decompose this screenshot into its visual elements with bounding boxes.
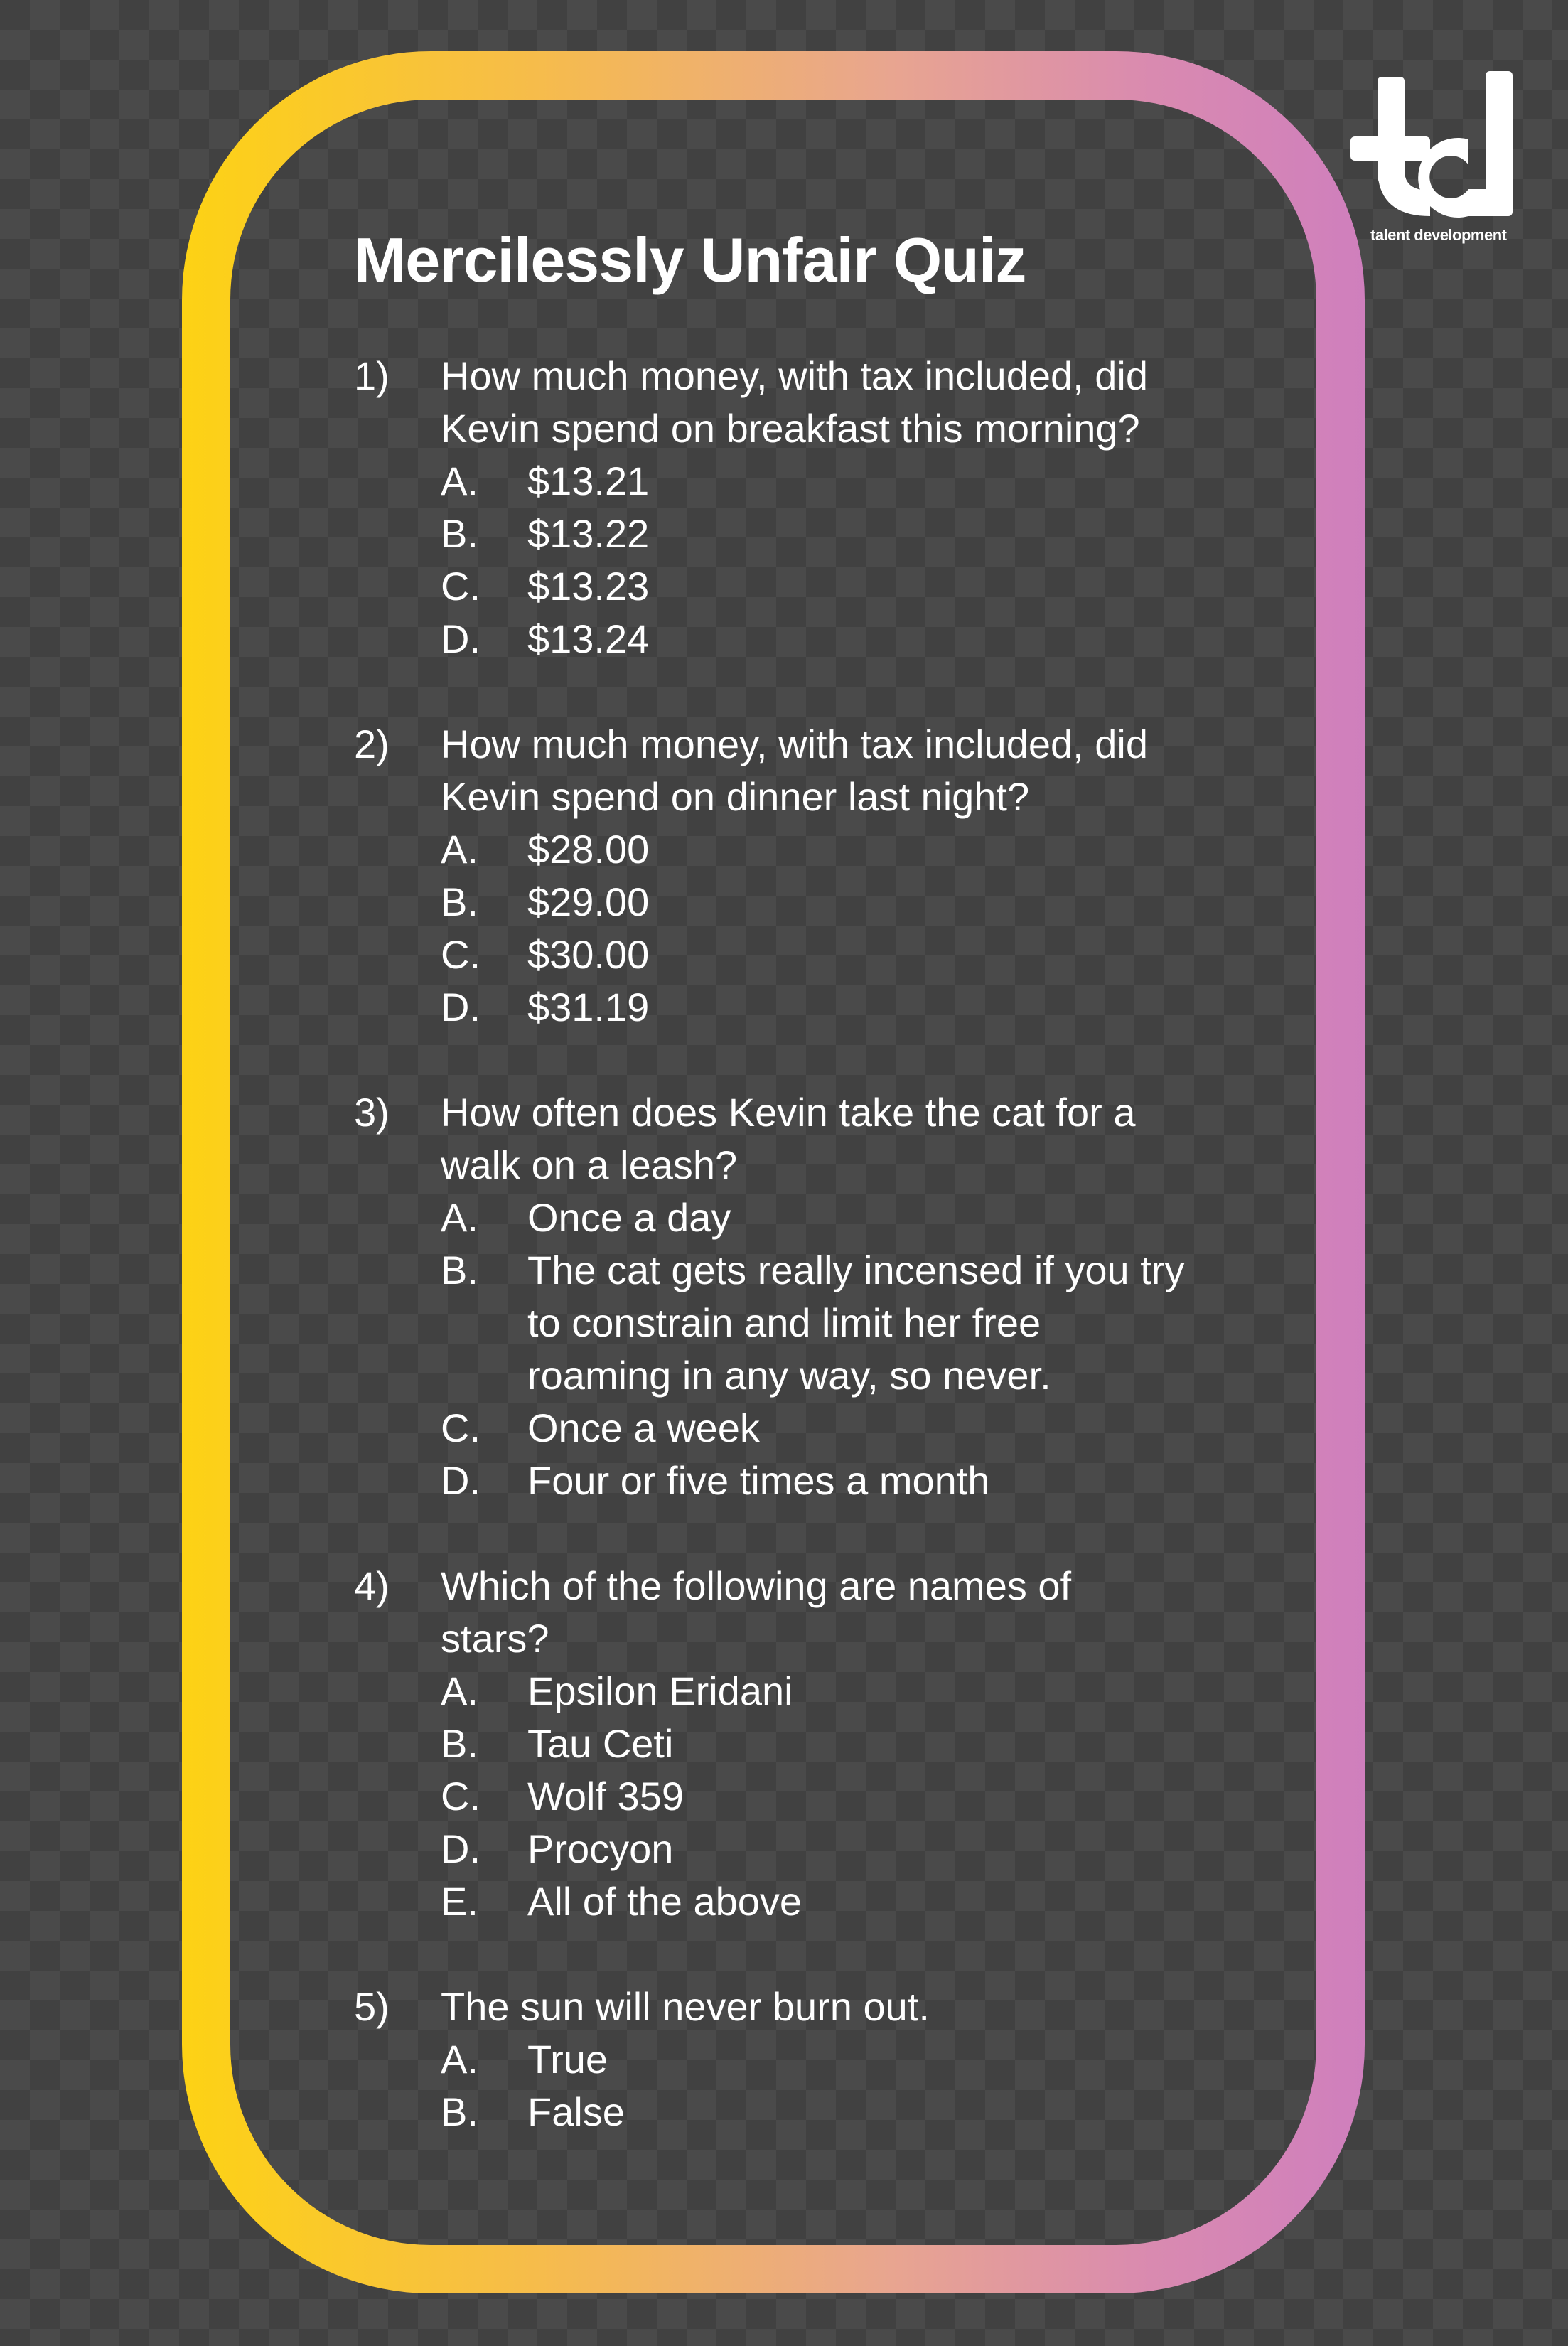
option-letter: C. [441, 564, 480, 609]
option-letter: A. [441, 1669, 478, 1713]
option-text: Four or five times a month [527, 1458, 990, 1503]
question-item [354, 350, 1228, 665]
option-letter: E. [441, 1879, 478, 1924]
logo-caption: talent development [1370, 226, 1507, 244]
option-letter: A. [441, 2037, 478, 2082]
option-letter: B. [441, 1721, 478, 1766]
answer-option [441, 1455, 1228, 1507]
option-letter: C. [441, 932, 480, 977]
answer-option [441, 1665, 1228, 1718]
answer-options [441, 1665, 1228, 1928]
question-item [354, 1560, 1228, 1928]
answer-option [441, 1770, 1228, 1823]
option-text: $13.23 [527, 564, 650, 609]
option-text: $13.21 [527, 459, 650, 503]
option-text: Once a week [527, 1405, 760, 1450]
option-text: The cat gets really incensed if you try to constrain and limit her free roaming in any way, so never. [527, 1248, 1185, 1398]
answer-option [441, 981, 1228, 1034]
question-row [354, 718, 1228, 823]
answer-option [441, 560, 1228, 613]
option-letter: A. [441, 459, 478, 503]
answer-options [441, 823, 1228, 1034]
question-text: How much money, with tax included, did Kevin spend on dinner last night? [441, 722, 1148, 819]
answer-option [441, 1823, 1228, 1875]
question-text: The sun will never burn out. [441, 1984, 930, 2029]
question-text: How much money, with tax included, did Kevin spend on breakfast this morning? [441, 353, 1148, 451]
question-row [354, 1981, 1228, 2033]
option-text: True [527, 2037, 608, 2082]
answer-option [441, 2086, 1228, 2138]
answer-option [441, 508, 1228, 560]
answer-option [441, 1191, 1228, 1244]
option-text: $28.00 [527, 827, 650, 872]
option-letter: D. [441, 1826, 480, 1871]
question-row [354, 350, 1228, 455]
question-number: 5) [354, 1984, 390, 2029]
option-text: $29.00 [527, 879, 650, 924]
option-text: $13.24 [527, 616, 650, 661]
option-text: $31.19 [527, 985, 650, 1029]
answer-option [441, 2033, 1228, 2086]
question-row [354, 1086, 1228, 1191]
question-text: How often does Kevin take the cat for a walk on a leash? [441, 1090, 1136, 1187]
option-text: Procyon [527, 1826, 674, 1871]
option-letter: B. [441, 1248, 478, 1292]
answer-options [441, 455, 1228, 665]
option-letter: D. [441, 985, 480, 1029]
option-text: Tau Ceti [527, 1721, 674, 1766]
answer-option [441, 928, 1228, 981]
option-text: Once a day [527, 1195, 731, 1240]
question-list [354, 350, 1228, 2138]
option-letter: D. [441, 1458, 480, 1503]
answer-option [441, 1875, 1228, 1928]
option-letter: B. [441, 879, 478, 924]
answer-option [441, 1718, 1228, 1770]
answer-option [441, 1244, 1228, 1402]
question-item [354, 1086, 1228, 1507]
question-number: 3) [354, 1090, 390, 1135]
td-logo-icon [1350, 71, 1515, 220]
question-item [354, 1981, 1228, 2138]
question-number: 1) [354, 353, 390, 398]
question-number: 4) [354, 1563, 390, 1608]
answer-option [441, 613, 1228, 665]
answer-options [441, 1191, 1228, 1507]
option-text: False [527, 2089, 625, 2134]
quiz-content [354, 225, 1228, 2191]
option-text: All of the above [527, 1879, 802, 1924]
option-text: Wolf 359 [527, 1774, 684, 1819]
option-letter: C. [441, 1405, 480, 1450]
answer-options [441, 2033, 1228, 2138]
option-letter: A. [441, 827, 478, 872]
option-text: Epsilon Eridani [527, 1669, 793, 1713]
option-text: $30.00 [527, 932, 650, 977]
option-letter: A. [441, 1195, 478, 1240]
option-letter: B. [441, 2089, 478, 2134]
option-letter: C. [441, 1774, 480, 1819]
td-logo [1350, 71, 1521, 256]
answer-option [441, 823, 1228, 876]
question-number: 2) [354, 722, 390, 766]
option-text: $13.22 [527, 511, 650, 556]
question-item [354, 718, 1228, 1034]
question-row [354, 1560, 1228, 1665]
option-letter: B. [441, 511, 478, 556]
answer-option [441, 1402, 1228, 1455]
question-text: Which of the following are names of stars? [441, 1563, 1072, 1661]
answer-option [441, 455, 1228, 508]
answer-option [441, 876, 1228, 928]
quiz-title: Mercilessly Unfair Quiz [354, 225, 1026, 295]
option-letter: D. [441, 616, 480, 661]
